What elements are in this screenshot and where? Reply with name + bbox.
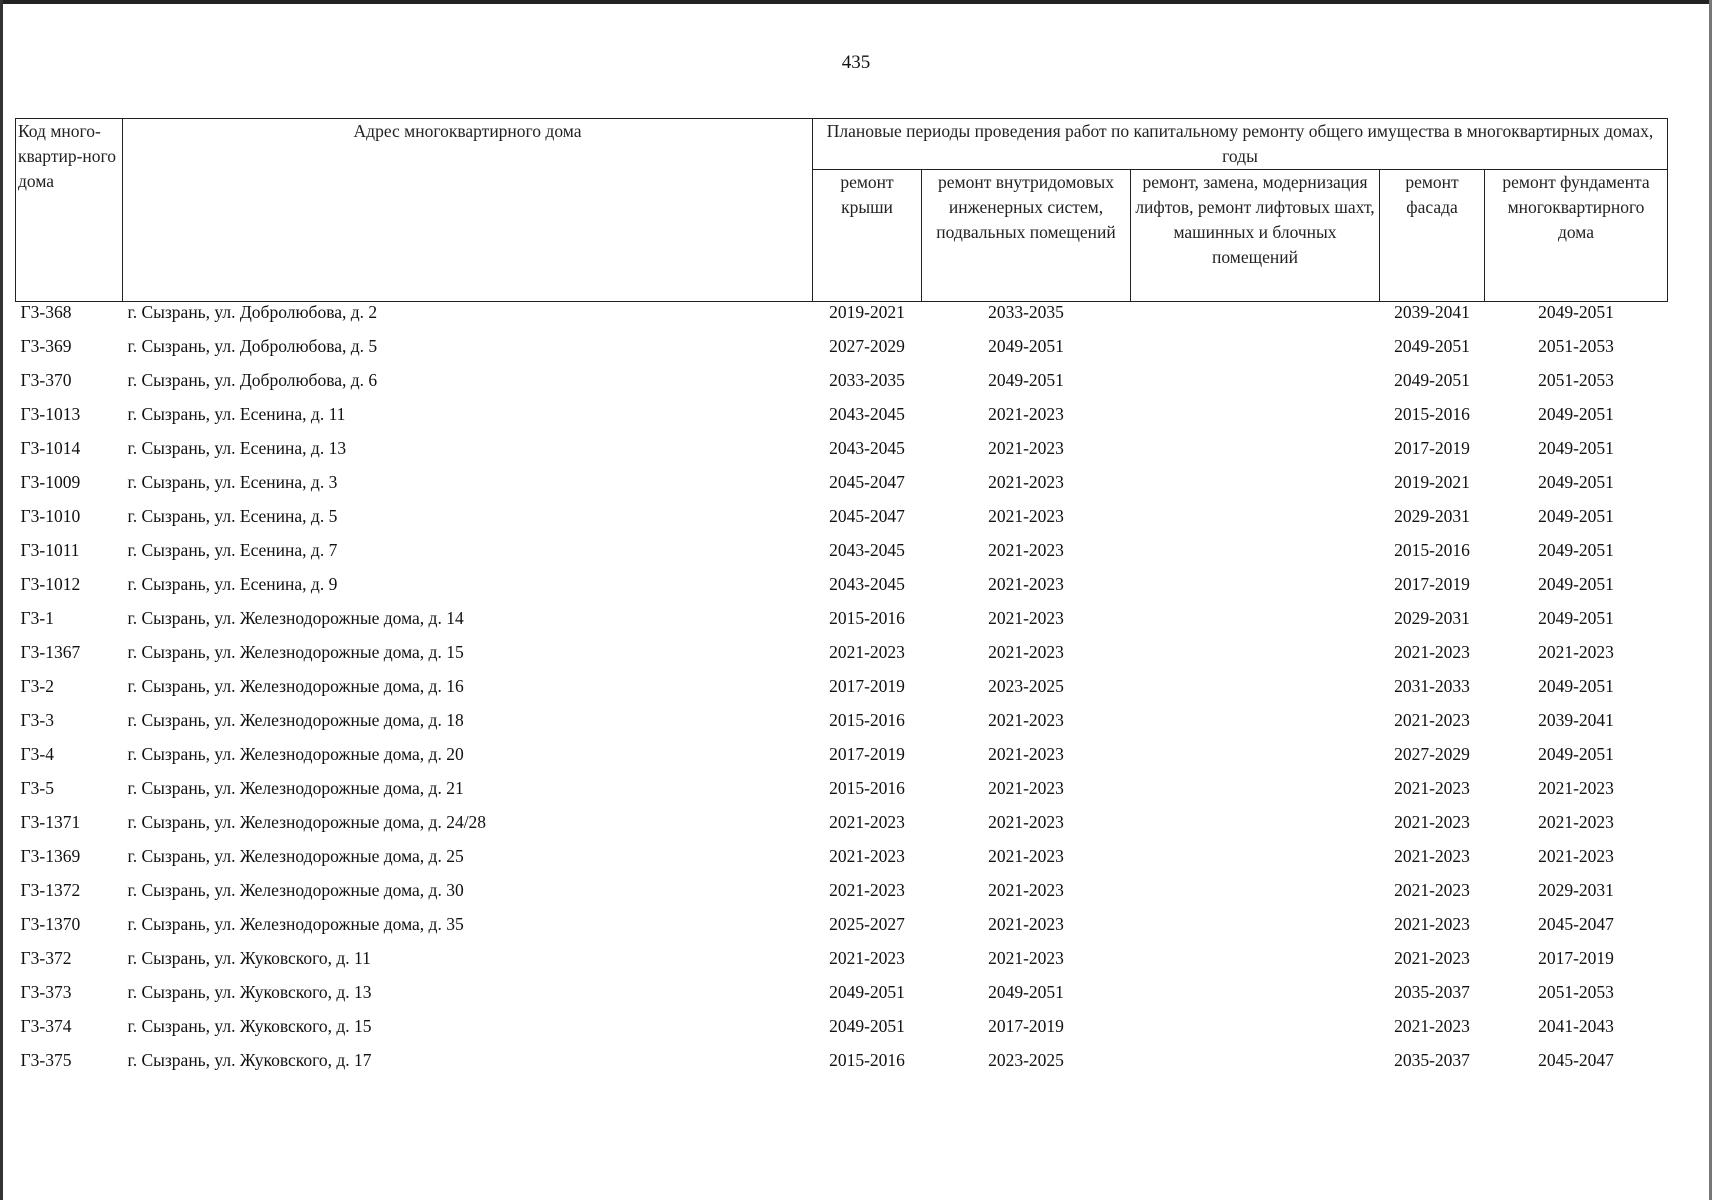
systems-repair-cell: 2049-2051	[988, 336, 1064, 356]
address-cell: г. Сызрань, ул. Железнодорожные дома, д. 30	[127, 880, 464, 900]
capital-repair-table	[15, 118, 1668, 1084]
roof-repair-cell: 2017-2019	[829, 676, 905, 696]
lifts-repair-cell	[1131, 540, 1380, 574]
house-code-cell: Г3-1014	[20, 438, 81, 458]
address-cell: г. Сызрань, ул. Есенина, д. 5	[127, 506, 338, 526]
house-code-cell: Г3-369	[20, 336, 72, 356]
roof-repair-cell: 2043-2045	[829, 574, 905, 594]
page-frame-top	[0, 0, 1712, 4]
facade-repair-cell: 2049-2051	[1394, 336, 1470, 356]
page-number: 435	[841, 52, 871, 73]
table-row	[16, 642, 1668, 676]
foundation-repair-cell: 2041-2043	[1538, 1016, 1614, 1036]
address-cell: г. Сызрань, ул. Железнодорожные дома, д. 20	[127, 744, 464, 764]
facade-repair-cell: 2017-2019	[1394, 438, 1470, 458]
systems-repair-cell: 2021-2023	[988, 472, 1064, 492]
house-code-cell: Г3-4	[20, 744, 54, 764]
lifts-repair-cell	[1131, 744, 1380, 778]
house-code-cell: Г3-374	[20, 1016, 72, 1036]
table-row	[16, 608, 1668, 642]
systems-repair-cell: 2021-2023	[988, 710, 1064, 730]
foundation-repair-cell: 2021-2023	[1538, 846, 1614, 866]
foundation-repair-cell: 2049-2051	[1538, 472, 1614, 492]
address-cell: г. Сызрань, ул. Есенина, д. 7	[127, 540, 338, 560]
table-row	[16, 676, 1668, 710]
facade-repair-cell: 2019-2021	[1394, 472, 1470, 492]
lifts-repair-cell	[1131, 336, 1380, 370]
address-cell: г. Сызрань, ул. Есенина, д. 13	[127, 438, 347, 458]
foundation-repair-cell: 2049-2051	[1538, 744, 1614, 764]
lifts-repair-cell	[1131, 880, 1380, 914]
house-code-cell: Г3-1369	[20, 846, 81, 866]
facade-repair-cell: 2035-2037	[1394, 1050, 1470, 1070]
house-code-cell: Г3-1370	[20, 914, 81, 934]
house-code-cell: Г3-3	[20, 710, 54, 730]
address-cell: г. Сызрань, ул. Железнодорожные дома, д. 24/28	[127, 812, 487, 832]
systems-repair-cell: 2023-2025	[988, 1050, 1064, 1070]
address-cell: г. Сызрань, ул. Есенина, д. 11	[127, 404, 346, 424]
roof-repair-cell: 2045-2047	[829, 472, 905, 492]
table-row	[16, 778, 1668, 812]
lifts-repair-cell	[1131, 370, 1380, 404]
systems-repair-cell: 2021-2023	[988, 880, 1064, 900]
lifts-repair-cell	[1131, 676, 1380, 710]
systems-repair-cell: 2021-2023	[988, 778, 1064, 798]
foundation-repair-cell: 2049-2051	[1538, 438, 1614, 458]
foundation-repair-cell: 2051-2053	[1538, 370, 1614, 390]
facade-repair-cell: 2021-2023	[1394, 914, 1470, 934]
facade-repair-cell: 2017-2019	[1394, 574, 1470, 594]
systems-repair-cell: 2017-2019	[988, 1016, 1064, 1036]
table-row	[16, 370, 1668, 404]
table-row	[16, 744, 1668, 778]
address-cell: г. Сызрань, ул. Есенина, д. 3	[127, 472, 338, 492]
roof-repair-cell: 2043-2045	[829, 540, 905, 560]
roof-repair-cell: 2027-2029	[829, 336, 905, 356]
address-cell: г. Сызрань, ул. Железнодорожные дома, д. 21	[127, 778, 464, 798]
systems-repair-cell: 2023-2025	[988, 676, 1064, 696]
roof-repair-cell: 2049-2051	[829, 1016, 905, 1036]
systems-repair-cell: 2021-2023	[988, 642, 1064, 662]
roof-repair-cell: 2021-2023	[829, 812, 905, 832]
house-code-cell: Г3-373	[20, 982, 72, 1002]
foundation-repair-cell: 2049-2051	[1538, 608, 1614, 628]
house-code-cell: Г3-1	[20, 608, 54, 628]
lifts-repair-cell	[1131, 948, 1380, 982]
house-code-cell: Г3-368	[20, 302, 72, 322]
table-header	[16, 119, 1668, 302]
foundation-repair-cell: 2039-2041	[1538, 710, 1614, 730]
foundation-repair-cell: 2045-2047	[1538, 1050, 1614, 1070]
address-cell: г. Сызрань, ул. Жуковского, д. 11	[127, 948, 371, 968]
roof-repair-cell: 2025-2027	[829, 914, 905, 934]
systems-repair-cell: 2033-2035	[988, 302, 1064, 322]
roof-repair-cell: 2021-2023	[829, 846, 905, 866]
roof-repair-cell: 2015-2016	[829, 1050, 905, 1070]
roof-repair-cell: 2043-2045	[829, 404, 905, 424]
foundation-repair-cell: 2049-2051	[1538, 540, 1614, 560]
address-cell: г. Сызрань, ул. Добролюбова, д. 2	[127, 302, 378, 322]
foundation-repair-cell: 2021-2023	[1538, 642, 1614, 662]
facade-repair-cell: 2021-2023	[1394, 846, 1470, 866]
facade-repair-cell: 2015-2016	[1394, 404, 1470, 424]
address-cell: г. Сызрань, ул. Жуковского, д. 13	[127, 982, 372, 1002]
header-house-code: Код много-квартир-ного дома	[16, 119, 123, 302]
roof-repair-cell: 2043-2045	[829, 438, 905, 458]
lifts-repair-cell	[1131, 472, 1380, 506]
address-cell: г. Сызрань, ул. Железнодорожные дома, д. 35	[127, 914, 464, 934]
table-row	[16, 812, 1668, 846]
systems-repair-cell: 2021-2023	[988, 540, 1064, 560]
table-row	[16, 506, 1668, 540]
roof-repair-cell: 2015-2016	[829, 710, 905, 730]
house-code-cell: Г3-1012	[20, 574, 81, 594]
foundation-repair-cell: 2051-2053	[1538, 982, 1614, 1002]
address-cell: г. Сызрань, ул. Железнодорожные дома, д. 18	[127, 710, 464, 730]
roof-repair-cell: 2017-2019	[829, 744, 905, 764]
facade-repair-cell: 2021-2023	[1394, 710, 1470, 730]
systems-repair-cell: 2021-2023	[988, 846, 1064, 866]
address-cell: г. Сызрань, ул. Железнодорожные дома, д. 25	[127, 846, 464, 866]
facade-repair-cell: 2021-2023	[1394, 642, 1470, 662]
facade-repair-cell: 2021-2023	[1394, 948, 1470, 968]
header-foundation-repair: ремонт фундамента многоквартирного дома	[1485, 170, 1668, 302]
address-cell: г. Сызрань, ул. Железнодорожные дома, д. 16	[127, 676, 464, 696]
house-code-cell: Г3-1013	[20, 404, 81, 424]
table-row	[16, 880, 1668, 914]
house-code-cell: Г3-1009	[20, 472, 81, 492]
house-code-cell: Г3-370	[20, 370, 72, 390]
facade-repair-cell: 2049-2051	[1394, 370, 1470, 390]
table-row	[16, 438, 1668, 472]
facade-repair-cell: 2015-2016	[1394, 540, 1470, 560]
lifts-repair-cell	[1131, 608, 1380, 642]
lifts-repair-cell	[1131, 506, 1380, 540]
facade-repair-cell: 2021-2023	[1394, 1016, 1470, 1036]
systems-repair-cell: 2021-2023	[988, 506, 1064, 526]
systems-repair-cell: 2021-2023	[988, 914, 1064, 934]
facade-repair-cell: 2039-2041	[1394, 302, 1470, 322]
house-code-cell: Г3-5	[20, 778, 54, 798]
lifts-repair-cell	[1131, 846, 1380, 880]
header-systems-repair: ремонт внутридомовых инженерных систем, подвальных помещений	[922, 170, 1131, 302]
foundation-repair-cell: 2021-2023	[1538, 812, 1614, 832]
foundation-repair-cell: 2049-2051	[1538, 404, 1614, 424]
header-address: Адрес многоквартирного дома	[123, 119, 813, 302]
facade-repair-cell: 2029-2031	[1394, 506, 1470, 526]
roof-repair-cell: 2049-2051	[829, 982, 905, 1002]
address-cell: г. Сызрань, ул. Жуковского, д. 17	[127, 1050, 372, 1070]
facade-repair-cell: 2021-2023	[1394, 812, 1470, 832]
roof-repair-cell: 2019-2021	[829, 302, 905, 322]
header-facade-repair: ремонт фасада	[1380, 170, 1485, 302]
table-row	[16, 540, 1668, 574]
systems-repair-cell: 2021-2023	[988, 438, 1064, 458]
table-row	[16, 710, 1668, 744]
table-row	[16, 302, 1668, 337]
house-code-cell: Г3-1371	[20, 812, 81, 832]
header-lifts-repair: ремонт, замена, модернизация лифтов, ремонт лифтовых шахт, машинных и блочных помещений	[1131, 170, 1380, 302]
lifts-repair-cell	[1131, 404, 1380, 438]
roof-repair-cell: 2021-2023	[829, 642, 905, 662]
address-cell: г. Сызрань, ул. Есенина, д. 9	[127, 574, 338, 594]
foundation-repair-cell: 2049-2051	[1538, 676, 1614, 696]
facade-repair-cell: 2021-2023	[1394, 880, 1470, 900]
systems-repair-cell: 2049-2051	[988, 982, 1064, 1002]
house-code-cell: Г3-1372	[20, 880, 81, 900]
house-code-cell: Г3-372	[20, 948, 72, 968]
lifts-repair-cell	[1131, 710, 1380, 744]
lifts-repair-cell	[1131, 778, 1380, 812]
systems-repair-cell: 2021-2023	[988, 948, 1064, 968]
address-cell: г. Сызрань, ул. Добролюбова, д. 6	[127, 370, 378, 390]
table-row	[16, 914, 1668, 948]
facade-repair-cell: 2021-2023	[1394, 778, 1470, 798]
lifts-repair-cell	[1131, 1016, 1380, 1050]
foundation-repair-cell: 2049-2051	[1538, 506, 1614, 526]
roof-repair-cell: 2045-2047	[829, 506, 905, 526]
lifts-repair-cell	[1131, 982, 1380, 1016]
roof-repair-cell: 2033-2035	[829, 370, 905, 390]
lifts-repair-cell	[1131, 438, 1380, 472]
facade-repair-cell: 2031-2033	[1394, 676, 1470, 696]
table-row	[16, 336, 1668, 370]
table-row	[16, 982, 1668, 1016]
systems-repair-cell: 2049-2051	[988, 370, 1064, 390]
foundation-repair-cell: 2021-2023	[1538, 778, 1614, 798]
house-code-cell: Г3-1367	[20, 642, 81, 662]
lifts-repair-cell	[1131, 914, 1380, 948]
table-row	[16, 1050, 1668, 1084]
foundation-repair-cell: 2049-2051	[1538, 574, 1614, 594]
facade-repair-cell: 2035-2037	[1394, 982, 1470, 1002]
house-code-cell: Г3-2	[20, 676, 54, 696]
table-row	[16, 472, 1668, 506]
table-row	[16, 404, 1668, 438]
house-code-cell: Г3-375	[20, 1050, 72, 1070]
foundation-repair-cell: 2051-2053	[1538, 336, 1614, 356]
systems-repair-cell: 2021-2023	[988, 744, 1064, 764]
table-body	[16, 302, 1668, 1085]
header-roof-repair: ремонт крыши	[813, 170, 922, 302]
table-row	[16, 574, 1668, 608]
page-frame-left	[0, 0, 3, 1200]
address-cell: г. Сызрань, ул. Железнодорожные дома, д. 14	[127, 608, 464, 628]
table-row	[16, 1016, 1668, 1050]
foundation-repair-cell: 2017-2019	[1538, 948, 1614, 968]
house-code-cell: Г3-1010	[20, 506, 81, 526]
roof-repair-cell: 2021-2023	[829, 880, 905, 900]
foundation-repair-cell: 2029-2031	[1538, 880, 1614, 900]
lifts-repair-cell	[1131, 574, 1380, 608]
lifts-repair-cell	[1131, 812, 1380, 846]
foundation-repair-cell: 2049-2051	[1538, 302, 1614, 322]
facade-repair-cell: 2027-2029	[1394, 744, 1470, 764]
systems-repair-cell: 2021-2023	[988, 608, 1064, 628]
address-cell: г. Сызрань, ул. Добролюбова, д. 5	[127, 336, 378, 356]
facade-repair-cell: 2029-2031	[1394, 608, 1470, 628]
systems-repair-cell: 2021-2023	[988, 404, 1064, 424]
roof-repair-cell: 2015-2016	[829, 778, 905, 798]
header-planned-periods: Плановые периоды проведения работ по капитальному ремонту общего имущества в многоквартирных домах, годы	[813, 119, 1668, 170]
table-row	[16, 948, 1668, 982]
house-code-cell: Г3-1011	[20, 540, 80, 560]
systems-repair-cell: 2021-2023	[988, 574, 1064, 594]
address-cell: г. Сызрань, ул. Жуковского, д. 15	[127, 1016, 372, 1036]
address-cell: г. Сызрань, ул. Железнодорожные дома, д. 15	[127, 642, 464, 662]
lifts-repair-cell	[1131, 642, 1380, 676]
foundation-repair-cell: 2045-2047	[1538, 914, 1614, 934]
lifts-repair-cell	[1131, 1050, 1380, 1084]
roof-repair-cell: 2021-2023	[829, 948, 905, 968]
table-row	[16, 846, 1668, 880]
systems-repair-cell: 2021-2023	[988, 812, 1064, 832]
roof-repair-cell: 2015-2016	[829, 608, 905, 628]
lifts-repair-cell	[1131, 302, 1380, 337]
